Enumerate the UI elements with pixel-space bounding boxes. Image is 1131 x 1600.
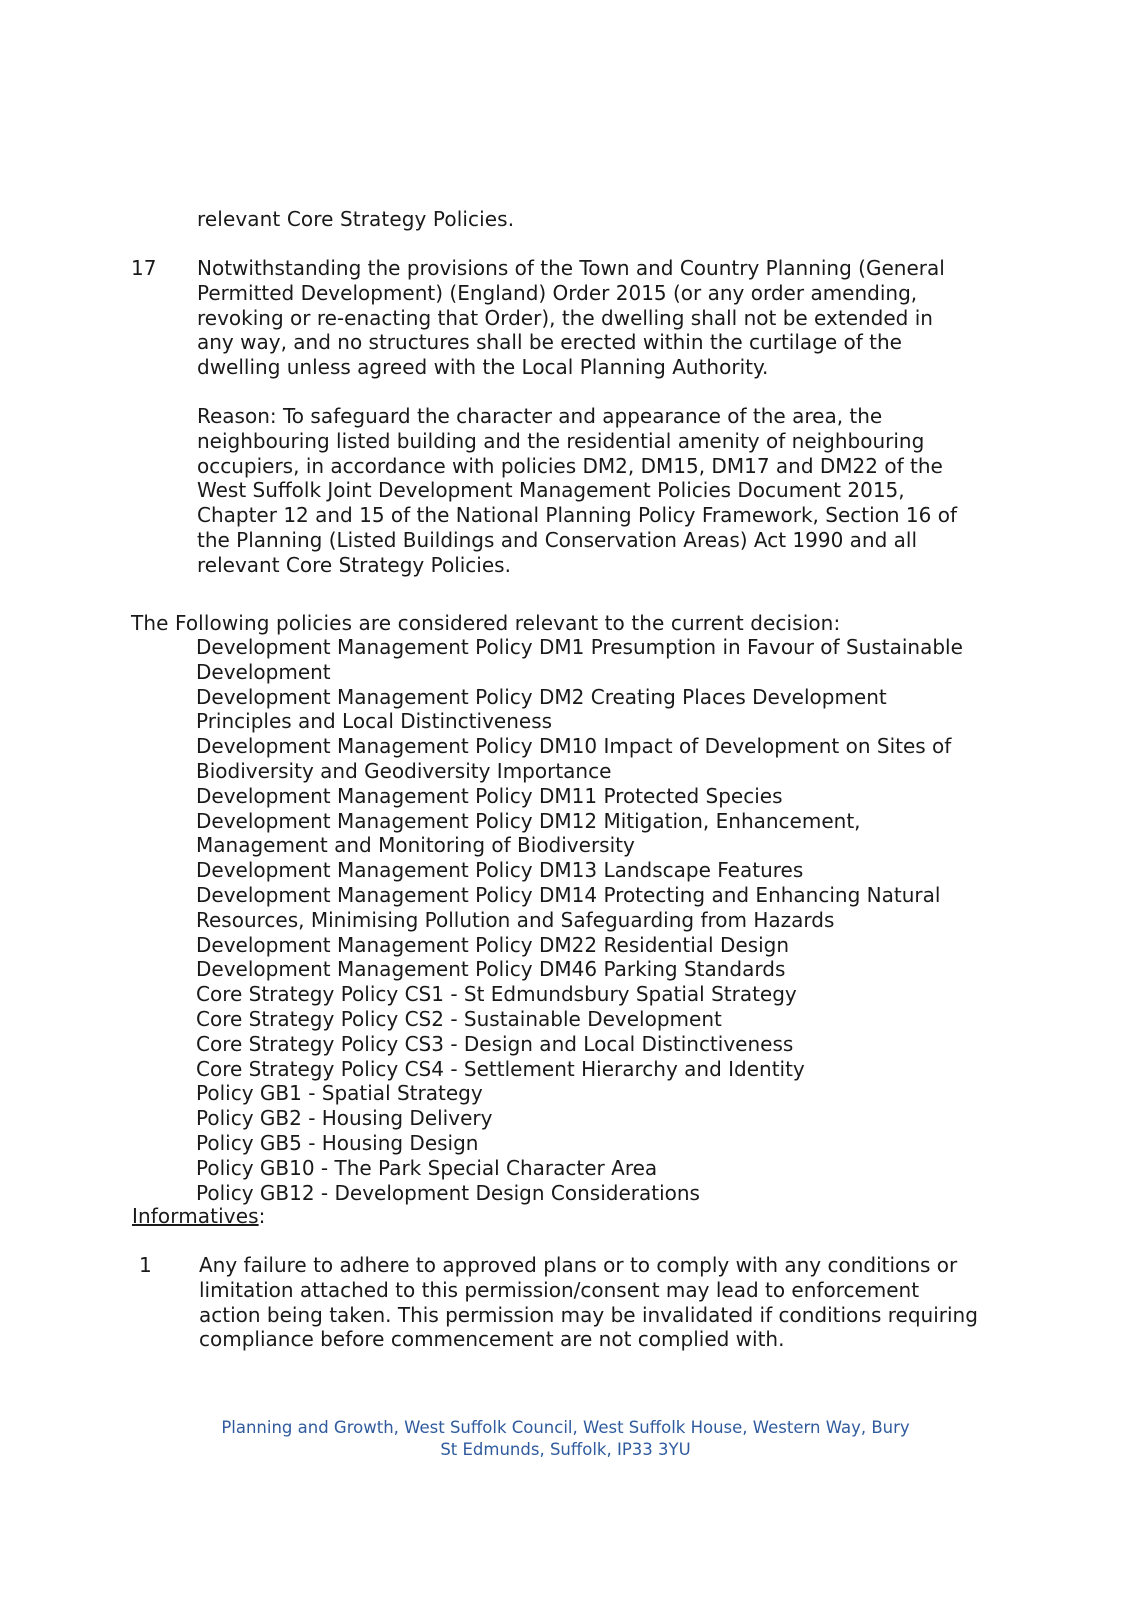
policy-item: Policy GB5 - Housing Design bbox=[196, 1130, 479, 1155]
policy-item: Development Management Policy DM10 Impact of Development on Sites of bbox=[196, 734, 952, 759]
footer-line: Planning and Growth, West Suffolk Council, West Suffolk House, Western Way, Bury bbox=[221, 1418, 910, 1437]
policy-item: Policy GB10 - The Park Special Character Area bbox=[196, 1155, 658, 1180]
footer-address bbox=[0, 1417, 1131, 1460]
policy-item: Development Management Policy DM11 Protected Species bbox=[196, 783, 783, 808]
reason-line: occupiers, in accordance with policies DM2, DM15, DM17 and DM22 of the bbox=[197, 453, 943, 478]
policy-item: Principles and Local Distinctiveness bbox=[196, 709, 553, 734]
informatives-heading-text: Informatives bbox=[132, 1204, 259, 1228]
policy-item: Management and Monitoring of Biodiversity bbox=[196, 833, 635, 858]
policy-item: Development Management Policy DM13 Landscape Features bbox=[196, 858, 804, 883]
informatives-heading bbox=[132, 1204, 265, 1229]
informative-line: compliance before commencement are not complied with. bbox=[199, 1327, 785, 1352]
reason-line: the Planning (Listed Buildings and Conservation Areas) Act 1990 and all bbox=[197, 527, 918, 552]
condition-number: 17 bbox=[131, 256, 157, 280]
condition-17-reason bbox=[197, 404, 1017, 578]
policy-item: Policy GB12 - Development Design Considerations bbox=[196, 1180, 700, 1205]
informative-line: action being taken. This permission may be invalidated if conditions requiring bbox=[199, 1302, 978, 1327]
policy-item: Development Management Policy DM46 Parking Standards bbox=[196, 957, 786, 982]
policy-item: Biodiversity and Geodiversity Importance bbox=[196, 758, 612, 783]
policy-item: Core Strategy Policy CS3 - Design and Local Distinctiveness bbox=[196, 1031, 794, 1056]
policy-item: Resources, Minimising Pollution and Safeguarding from Hazards bbox=[196, 907, 835, 932]
reason-line: Reason: To safeguard the character and appearance of the area, the bbox=[197, 404, 883, 428]
policy-item: Development Management Policy DM2 Creating Places Development bbox=[196, 684, 887, 709]
condition-line: Permitted Development) (England) Order 2015 (or any order amending, bbox=[197, 280, 918, 305]
condition-17-text bbox=[197, 256, 1017, 380]
informatives-heading-colon: : bbox=[258, 1204, 266, 1228]
policies-intro: The Following policies are considered relevant to the current decision: bbox=[131, 611, 841, 635]
policy-item: Core Strategy Policy CS1 - St Edmundsbury Spatial Strategy bbox=[196, 982, 797, 1007]
informative-number: 1 bbox=[139, 1253, 152, 1277]
reason-line: relevant Core Strategy Policies. bbox=[197, 552, 511, 577]
policy-item: Core Strategy Policy CS2 - Sustainable Development bbox=[196, 1006, 722, 1031]
policy-item: Policy GB1 - Spatial Strategy bbox=[196, 1081, 483, 1106]
informative-line: limitation attached to this permission/consent may lead to enforcement bbox=[199, 1277, 920, 1302]
policy-item: Policy GB2 - Housing Delivery bbox=[196, 1106, 493, 1131]
continuation-text: relevant Core Strategy Policies. bbox=[197, 207, 515, 231]
condition-line: revoking or re-enacting that Order), the dwelling shall not be extended in bbox=[197, 305, 933, 330]
reason-line: neighbouring listed building and the residential amenity of neighbouring bbox=[197, 428, 925, 453]
policy-item: Development Management Policy DM14 Protecting and Enhancing Natural bbox=[196, 882, 941, 907]
policy-item: Core Strategy Policy CS4 - Settlement Hierarchy and Identity bbox=[196, 1056, 805, 1081]
reason-line: West Suffolk Joint Development Management Policies Document 2015, bbox=[197, 478, 905, 503]
policy-item: Development Management Policy DM1 Presumption in Favour of Sustainable bbox=[196, 635, 963, 659]
informative-line: Any failure to adhere to approved plans or to comply with any conditions or bbox=[199, 1253, 958, 1277]
policy-item: Development Management Policy DM12 Mitigation, Enhancement, bbox=[196, 808, 861, 833]
policy-list bbox=[196, 635, 963, 1205]
footer-line: St Edmunds, Suffolk, IP33 3YU bbox=[440, 1439, 691, 1459]
informative-1-text bbox=[199, 1253, 1019, 1352]
policy-item: Development bbox=[196, 659, 331, 684]
condition-line: dwelling unless agreed with the Local Planning Authority. bbox=[197, 355, 769, 380]
policy-item: Development Management Policy DM22 Residential Design bbox=[196, 932, 790, 957]
reason-line: Chapter 12 and 15 of the National Planning Policy Framework, Section 16 of bbox=[197, 503, 957, 528]
condition-line: any way, and no structures shall be erected within the curtilage of the bbox=[197, 330, 902, 355]
condition-line: Notwithstanding the provisions of the Town and Country Planning (General bbox=[197, 256, 945, 280]
